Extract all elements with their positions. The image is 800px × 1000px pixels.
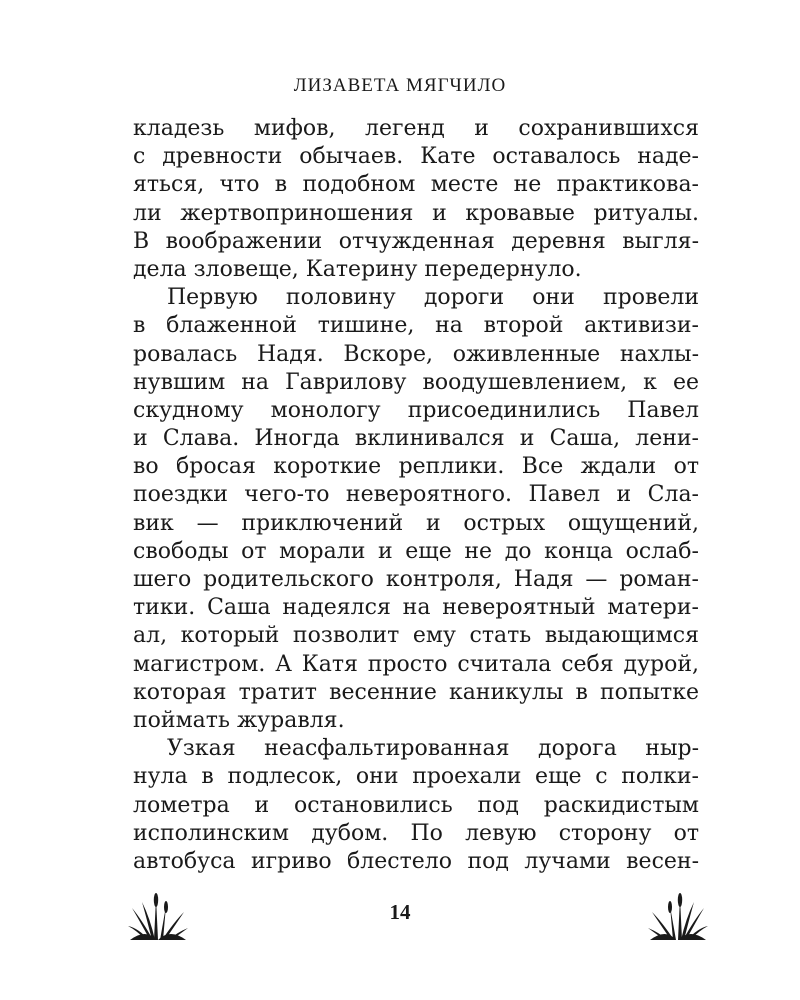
text-line: нувшим на Гаврилову воодушевлением, к ее (133, 369, 699, 395)
text-line: поездки чего-то невероятного. Павел и Сла- (133, 482, 699, 508)
text-line: ал, который позволит ему стать выдающимся (133, 623, 699, 649)
text-line: кладезь мифов, легенд и сохранившихся (133, 116, 699, 141)
text-line: яться, что в подобном месте не практикова- (133, 172, 699, 198)
text-line: в блаженной тишине, на второй активизи- (133, 313, 699, 339)
grass-reeds-icon (648, 888, 708, 943)
text-line: Первую половину дороги они провели (167, 285, 699, 311)
text-line: ли жертвоприношения и кровавые ритуалы. (133, 200, 699, 226)
text-line: дела зловеще, Катерину передернуло. (133, 256, 582, 282)
text-line: исполинским дубом. По левую сторону от (133, 820, 699, 846)
text-line: и Слава. Иногда вклинивался и Саша, лени- (133, 426, 699, 452)
text-line: свободы от морали и еще не до конца ослаб- (133, 538, 699, 564)
text-line: автобуса игриво блестело под лучами весен- (133, 848, 699, 874)
text-line: шего родительского контроля, Надя — роман- (133, 567, 699, 592)
text-line: нула в подлесок, они проехали еще с полки- (133, 764, 699, 790)
text-line: ровалась Надя. Вскоре, оживленные нахлы- (133, 341, 699, 367)
text-line: во бросая короткие реплики. Все ждали от (133, 454, 699, 480)
text-line: тики. Саша надеялся на невероятный матери- (133, 595, 699, 621)
text-line: поймать журавля. (133, 707, 345, 733)
running-header-author: ЛИЗАВЕТА МЯГЧИЛО (293, 75, 507, 96)
text-line: магистром. А Катя просто считала себя дурой, (133, 651, 699, 677)
text-line: с древности обычаев. Кате оставалось наде- (133, 144, 699, 170)
text-line: которая тратит весенние каникулы в попытке (133, 679, 699, 705)
text-line: вик — приключений и острых ощущений, (133, 510, 699, 536)
body-text (133, 115, 699, 876)
paragraph-2 (133, 284, 699, 735)
page-footer (0, 888, 800, 948)
text-line: Узкая неасфальтированная дорога ныр- (167, 736, 699, 762)
text-line: скудному монологу присоединились Павел (133, 397, 699, 423)
text-line: лометра и остановились под раскидистым (133, 792, 699, 818)
text-line: В воображении отчужденная деревня выгля- (133, 228, 699, 254)
page-number: 14 (389, 900, 411, 924)
paragraph-3 (133, 735, 699, 876)
paragraph-1 (133, 115, 699, 284)
